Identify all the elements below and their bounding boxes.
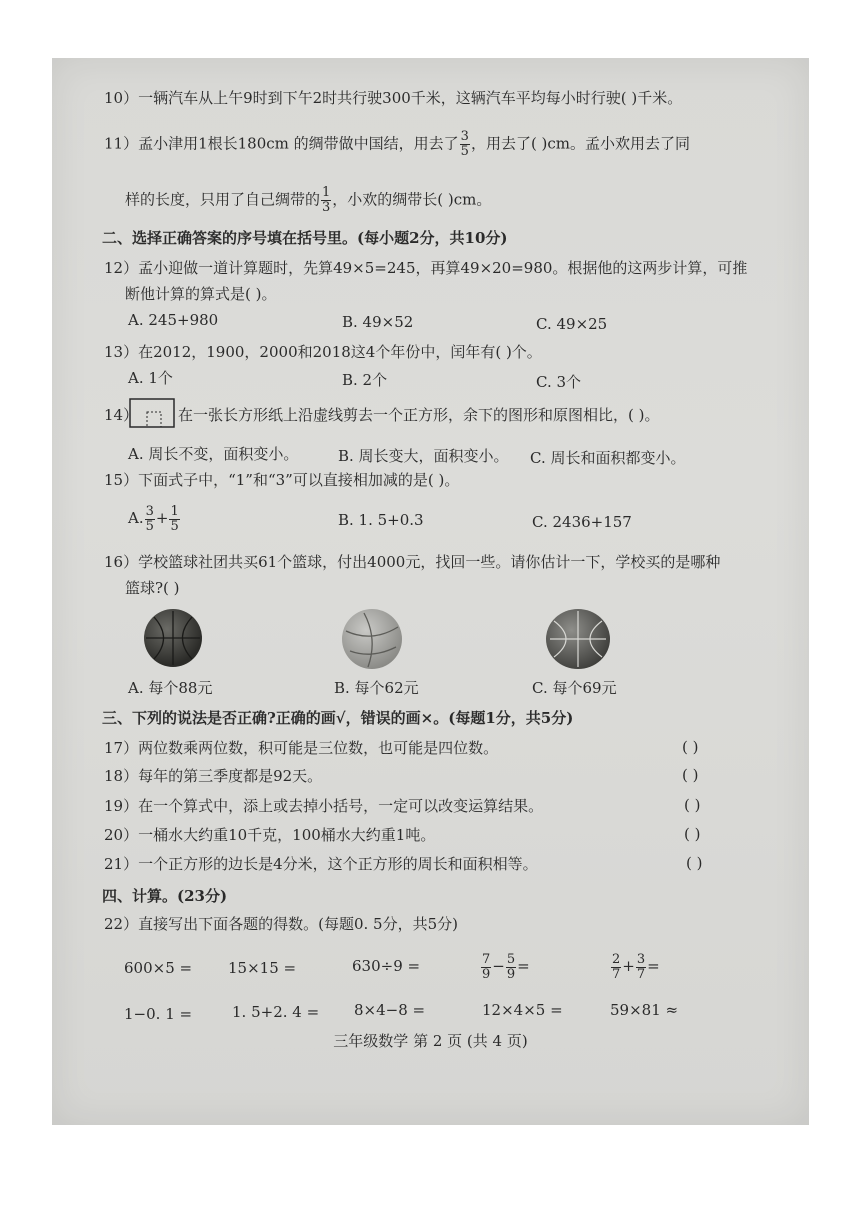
tf-question-18: 18）每年的第三季度都是92天。 <box>104 767 323 785</box>
q15-option-a <box>128 500 181 536</box>
equals-sign: = <box>647 957 660 975</box>
frac-numerator: 3 <box>460 129 469 144</box>
basketball-c-image <box>546 609 610 669</box>
frac-numerator: 1 <box>170 503 179 519</box>
rectangle-diagram <box>129 398 175 428</box>
tf-answer-paren-17: ( ) <box>682 738 699 756</box>
question-11-line1 <box>104 130 690 159</box>
q13-option-b: B. 2个 <box>342 371 388 389</box>
tf-question-21: 21）一个正方形的边长是4分米，这个正方形的周长和面积相等。 <box>104 855 538 873</box>
q16-option-b: B. 每个62元 <box>334 679 419 697</box>
fraction-2-7 <box>611 953 621 982</box>
calc-12x4x5: 12×4×5 = <box>482 1001 563 1019</box>
question-14-text: 在一张长方形纸上沿虚线剪去一个正方形，余下的图形和原图相比，( )。 <box>178 406 660 424</box>
frac-denominator: 5 <box>145 518 154 534</box>
tf-answer-paren-19: ( ) <box>684 796 701 814</box>
fraction-7-9 <box>481 953 491 982</box>
question-10: 10）一辆汽车从上午9时到下午2时共行驶300千米，这辆汽车平均每小时行驶( )千米。 <box>104 89 683 107</box>
frac-denominator: 3 <box>322 200 331 215</box>
frac-denominator: 7 <box>636 966 646 982</box>
equals-sign: = <box>517 957 530 975</box>
basketball-a-image <box>144 609 202 667</box>
section-4-heading: 四、计算。(23分) <box>102 887 228 905</box>
tf-question-17: 17）两位数乘两位数，积可能是三位数，也可能是四位数。 <box>104 739 499 757</box>
q12-option-c: C. 49×25 <box>536 315 608 333</box>
q13-option-c: C. 3个 <box>536 373 582 391</box>
question-13: 13）在2012，1900，2000和2018这4个年份中，闰年有( )个。 <box>104 343 542 361</box>
section-3-heading: 三、下列的说法是否正确?正确的画√，错误的画×。(每题1分，共5分) <box>102 709 574 727</box>
frac-denominator: 9 <box>482 966 491 982</box>
frac-denominator: 7 <box>612 966 621 982</box>
q15-option-b: B. 1. 5+0.3 <box>338 511 424 529</box>
frac-numerator: 1 <box>322 185 331 200</box>
calc-600x5: 600×5 = <box>124 959 193 977</box>
calc-630div9: 630÷9 = <box>352 957 421 975</box>
frac-numerator: 3 <box>636 951 646 967</box>
q12-option-a: A. 245+980 <box>128 311 219 329</box>
question-22: 22）直接写出下面各题的得数。(每题0. 5分，共5分) <box>104 915 458 933</box>
fraction-5-9 <box>506 953 516 982</box>
tf-answer-paren-18: ( ) <box>682 766 699 784</box>
tf-answer-paren-20: ( ) <box>684 825 701 843</box>
q14-option-b: B. 周长变大，面积变小。 <box>338 447 509 465</box>
frac-denominator: 9 <box>506 966 516 982</box>
fraction-1-5 <box>169 505 179 534</box>
page-footer: 三年级数学 第 2 页 (共 4 页) <box>333 1032 528 1050</box>
q16-option-a: A. 每个88元 <box>128 679 213 697</box>
calc-15x15: 15×15 = <box>228 959 297 977</box>
q15-option-c: C. 2436+157 <box>532 513 632 531</box>
fraction-3-7 <box>636 953 646 982</box>
frac-numerator: 5 <box>506 951 516 967</box>
question-12-line2: 断他计算的算式是( )。 <box>125 285 277 303</box>
calc-fraction-7-9-minus-5-9 <box>480 946 530 986</box>
basketball-seams <box>342 609 402 669</box>
q11-text-a: 11）孟小津用1根长180cm 的绸带做中国结，用去了 <box>104 134 459 153</box>
fraction-3-5 <box>145 505 155 534</box>
calc-fraction-2-7-plus-3-7 <box>610 946 660 986</box>
calc-59x81-estimate: 59×81 ≈ <box>610 1001 679 1019</box>
question-14-number: 14） <box>104 406 139 424</box>
plus-sign: + <box>622 957 635 975</box>
plus-sign: + <box>155 509 169 527</box>
question-15: 15）下面式子中，“1”和“3”可以直接相加减的是( )。 <box>104 471 460 489</box>
tf-answer-paren-21: ( ) <box>686 854 703 872</box>
q14-option-c: C. 周长和面积都变小。 <box>530 449 686 467</box>
fraction-1-3 <box>321 186 331 215</box>
minus-sign: − <box>492 957 505 975</box>
question-16-line2: 篮球?( ) <box>125 579 180 597</box>
calc-1-5-plus-2-4: 1. 5+2. 4 = <box>232 1003 320 1021</box>
frac-numerator: 3 <box>145 503 154 519</box>
basketball-seams <box>546 609 610 669</box>
q11-text-c: 样的长度，只用了自己绸带的 <box>125 190 321 209</box>
q13-option-a: A. 1个 <box>128 369 173 387</box>
basketball-seams <box>144 609 202 667</box>
frac-denominator: 5 <box>170 518 179 534</box>
q11-text-d: ，小欢的绸带长( )cm。 <box>332 190 492 209</box>
option-a-label: A. <box>128 509 144 527</box>
q12-option-b: B. 49×52 <box>342 313 414 331</box>
q11-text-b: ，用去了( )cm。孟小欢用去了同 <box>470 134 691 153</box>
tf-question-20: 20）一桶水大约重10千克，100桶水大约重1吨。 <box>104 826 436 844</box>
frac-numerator: 7 <box>482 951 491 967</box>
fraction-3-5 <box>460 130 470 159</box>
calc-1-minus-0-1: 1−0. 1 = <box>124 1005 193 1023</box>
section-2-heading: 二、选择正确答案的序号填在括号里。(每小题2分，共10分) <box>102 229 508 247</box>
frac-numerator: 2 <box>612 951 621 967</box>
question-12-line1: 12）孟小迎做一道计算题时，先算49×5=245，再算49×20=980。根据他的这两步计算，可推 <box>104 259 748 277</box>
question-11-line2 <box>125 186 491 215</box>
calc-8x4-minus-8: 8×4−8 = <box>354 1001 426 1019</box>
frac-denominator: 5 <box>460 144 469 159</box>
q16-option-c: C. 每个69元 <box>532 679 617 697</box>
question-16-line1: 16）学校篮球社团共买61个篮球，付出4000元，找回一些。请你估计一下，学校买的是哪种 <box>104 553 721 571</box>
q14-option-a: A. 周长不变，面积变小。 <box>128 445 299 463</box>
tf-question-19: 19）在一个算式中，添上或去掉小括号，一定可以改变运算结果。 <box>104 797 544 815</box>
basketball-b-image <box>342 609 402 669</box>
exam-page <box>52 58 809 1125</box>
